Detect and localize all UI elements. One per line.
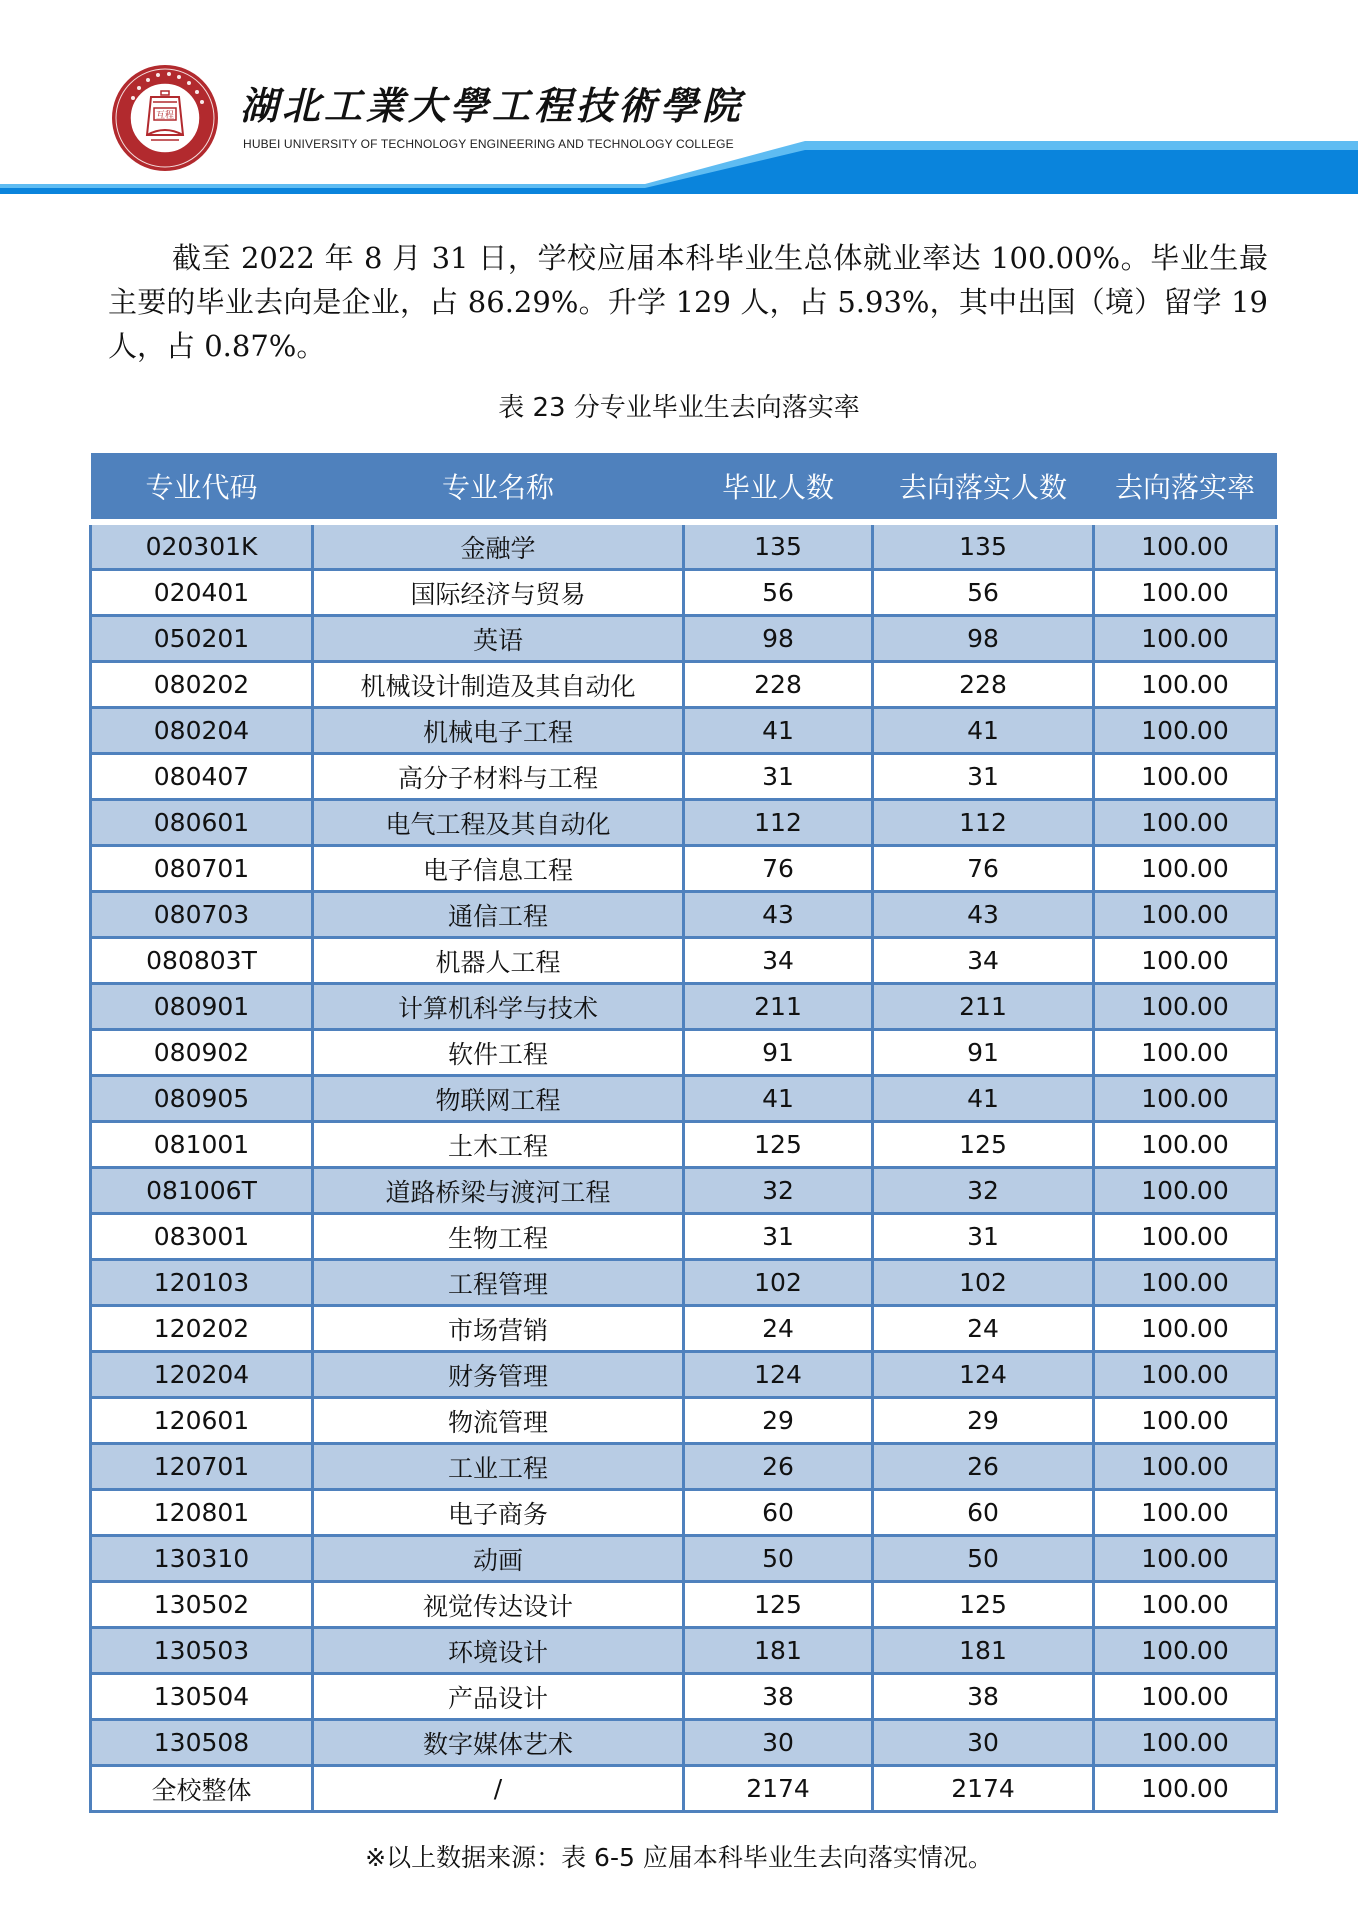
table-row [91,1076,1277,1122]
cell-rate: 100.00 [1094,616,1277,662]
cell-code: 080902 [91,1030,313,1076]
cell-code: 081001 [91,1122,313,1168]
cell-placed: 41 [873,708,1094,754]
cell-code: 080901 [91,984,313,1030]
cell-placed: 41 [873,1076,1094,1122]
table-row [91,616,1277,662]
cell-placed: 76 [873,846,1094,892]
table-total-row [91,1766,1277,1812]
cell-code: 020401 [91,570,313,616]
cell-graduates: 102 [684,1260,873,1306]
cell-rate: 100.00 [1094,1674,1277,1720]
table-row [91,570,1277,616]
table-row [91,754,1277,800]
cell-rate: 100.00 [1094,570,1277,616]
cell-graduates: 125 [684,1582,873,1628]
cell-rate: 100.00 [1094,1352,1277,1398]
cell-graduates: 56 [684,570,873,616]
cell-graduates: 31 [684,1214,873,1260]
cell-graduates: 31 [684,754,873,800]
cell-name: 电子信息工程 [313,846,684,892]
cell-code: 130504 [91,1674,313,1720]
cell-total-placed: 2174 [873,1766,1094,1812]
cell-placed: 30 [873,1720,1094,1766]
cell-code: 080204 [91,708,313,754]
school-name-chinese: 湖北工業大學工程技術學院 [240,83,745,128]
cell-rate: 100.00 [1094,892,1277,938]
table-row [91,892,1277,938]
cell-placed: 31 [873,1214,1094,1260]
cell-placed: 29 [873,1398,1094,1444]
cell-code: 080701 [91,846,313,892]
cell-rate: 100.00 [1094,1720,1277,1766]
cell-placed: 38 [873,1674,1094,1720]
cell-placed: 31 [873,754,1094,800]
cell-placed: 228 [873,662,1094,708]
cell-name: 数字媒体艺术 [313,1720,684,1766]
table-row [91,1260,1277,1306]
table-row [91,1168,1277,1214]
cell-name: 工程管理 [313,1260,684,1306]
table-row [91,1306,1277,1352]
cell-code: 130508 [91,1720,313,1766]
cell-rate: 100.00 [1094,1030,1277,1076]
cell-graduates: 38 [684,1674,873,1720]
cell-name: 环境设计 [313,1628,684,1674]
cell-rate: 100.00 [1094,1260,1277,1306]
cell-rate: 100.00 [1094,800,1277,846]
school-seal-icon [111,64,219,172]
cell-graduates: 34 [684,938,873,984]
cell-placed: 34 [873,938,1094,984]
cell-placed: 24 [873,1306,1094,1352]
table-row [91,1122,1277,1168]
cell-total-label: 全校整体 [91,1766,313,1812]
cell-total-name: / [313,1766,684,1812]
cell-code: 120204 [91,1352,313,1398]
cell-name: 产品设计 [313,1674,684,1720]
cell-graduates: 41 [684,708,873,754]
column-header-placement-rate: 去向落实率 [1094,453,1277,522]
cell-placed: 181 [873,1628,1094,1674]
cell-graduates: 135 [684,522,873,570]
cell-graduates: 181 [684,1628,873,1674]
cell-code: 080905 [91,1076,313,1122]
cell-name: 土木工程 [313,1122,684,1168]
cell-code: 130503 [91,1628,313,1674]
cell-name: 视觉传达设计 [313,1582,684,1628]
cell-name: 物联网工程 [313,1076,684,1122]
placement-rate-table [89,453,1278,1813]
cell-rate: 100.00 [1094,1490,1277,1536]
cell-graduates: 98 [684,616,873,662]
cell-name: 道路桥梁与渡河工程 [313,1168,684,1214]
table-row [91,708,1277,754]
table-header-row [91,453,1277,522]
cell-graduates: 228 [684,662,873,708]
cell-name: 通信工程 [313,892,684,938]
cell-name: 计算机科学与技术 [313,984,684,1030]
cell-name: 金融学 [313,522,684,570]
table-row [91,1490,1277,1536]
table-row [91,1536,1277,1582]
cell-name: 机械电子工程 [313,708,684,754]
cell-placed: 43 [873,892,1094,938]
cell-code: 120601 [91,1398,313,1444]
cell-placed: 124 [873,1352,1094,1398]
cell-name: 英语 [313,616,684,662]
cell-code: 080703 [91,892,313,938]
table-row [91,1030,1277,1076]
cell-code: 080202 [91,662,313,708]
cell-name: 工业工程 [313,1444,684,1490]
cell-graduates: 30 [684,1720,873,1766]
cell-graduates: 125 [684,1122,873,1168]
cell-rate: 100.00 [1094,1168,1277,1214]
table-row [91,1720,1277,1766]
cell-graduates: 76 [684,846,873,892]
placement-rate-table-container [89,453,1275,1813]
cell-graduates: 91 [684,1030,873,1076]
cell-name: 机器人工程 [313,938,684,984]
svg-text:互程: 互程 [155,111,175,121]
cell-rate: 100.00 [1094,1444,1277,1490]
table-row [91,1674,1277,1720]
cell-graduates: 32 [684,1168,873,1214]
cell-code: 083001 [91,1214,313,1260]
cell-rate: 100.00 [1094,1628,1277,1674]
cell-rate: 100.00 [1094,1582,1277,1628]
cell-name: 电子商务 [313,1490,684,1536]
table-row [91,800,1277,846]
cell-rate: 100.00 [1094,1536,1277,1582]
school-seal-logo [111,64,219,172]
table-row [91,984,1277,1030]
table-row [91,1582,1277,1628]
cell-rate: 100.00 [1094,984,1277,1030]
cell-placed: 102 [873,1260,1094,1306]
cell-code: 130502 [91,1582,313,1628]
cell-code: 080601 [91,800,313,846]
cell-placed: 125 [873,1122,1094,1168]
table-row [91,1352,1277,1398]
column-header-graduates: 毕业人数 [684,453,873,522]
table-row [91,662,1277,708]
cell-placed: 50 [873,1536,1094,1582]
cell-code: 120202 [91,1306,313,1352]
cell-name: 机械设计制造及其自动化 [313,662,684,708]
cell-total-rate: 100.00 [1094,1766,1277,1812]
cell-name: 国际经济与贸易 [313,570,684,616]
cell-code: 050201 [91,616,313,662]
cell-placed: 112 [873,800,1094,846]
cell-placed: 98 [873,616,1094,662]
cell-rate: 100.00 [1094,708,1277,754]
cell-graduates: 112 [684,800,873,846]
cell-code: 120701 [91,1444,313,1490]
cell-code: 081006T [91,1168,313,1214]
cell-placed: 91 [873,1030,1094,1076]
cell-code: 080407 [91,754,313,800]
cell-total-graduates: 2174 [684,1766,873,1812]
table-row [91,1214,1277,1260]
cell-rate: 100.00 [1094,1398,1277,1444]
cell-code: 120103 [91,1260,313,1306]
cell-placed: 135 [873,522,1094,570]
table-row [91,1398,1277,1444]
cell-graduates: 43 [684,892,873,938]
table-row [91,522,1277,570]
cell-placed: 32 [873,1168,1094,1214]
cell-name: 市场营销 [313,1306,684,1352]
cell-graduates: 24 [684,1306,873,1352]
cell-rate: 100.00 [1094,1214,1277,1260]
cell-name: 动画 [313,1536,684,1582]
cell-rate: 100.00 [1094,938,1277,984]
cell-name: 高分子材料与工程 [313,754,684,800]
cell-code: 080803T [91,938,313,984]
table-row [91,846,1277,892]
cell-code: 020301K [91,522,313,570]
cell-name: 软件工程 [313,1030,684,1076]
table-caption: 表 23 分专业毕业生去向落实率 [498,393,860,423]
cell-rate: 100.00 [1094,846,1277,892]
page-header-banner [0,0,1358,200]
cell-name: 生物工程 [313,1214,684,1260]
cell-name: 电气工程及其自动化 [313,800,684,846]
cell-rate: 100.00 [1094,1122,1277,1168]
cell-rate: 100.00 [1094,522,1277,570]
table-row [91,1444,1277,1490]
cell-name: 财务管理 [313,1352,684,1398]
column-header-major-code: 专业代码 [91,453,313,522]
cell-placed: 26 [873,1444,1094,1490]
cell-graduates: 29 [684,1398,873,1444]
cell-rate: 100.00 [1094,1076,1277,1122]
column-header-major-name: 专业名称 [313,453,684,522]
cell-code: 130310 [91,1536,313,1582]
cell-rate: 100.00 [1094,754,1277,800]
table-row [91,938,1277,984]
table-body [91,522,1277,1812]
cell-graduates: 124 [684,1352,873,1398]
cell-placed: 125 [873,1582,1094,1628]
data-source-footnote: ※以上数据来源：表 6-5 应届本科毕业生去向落实情况。 [365,1843,993,1872]
cell-graduates: 211 [684,984,873,1030]
column-header-placed: 去向落实人数 [873,453,1094,522]
cell-placed: 211 [873,984,1094,1030]
cell-rate: 100.00 [1094,1306,1277,1352]
cell-rate: 100.00 [1094,662,1277,708]
cell-placed: 60 [873,1490,1094,1536]
table-row [91,1628,1277,1674]
cell-graduates: 50 [684,1536,873,1582]
cell-graduates: 26 [684,1444,873,1490]
cell-name: 物流管理 [313,1398,684,1444]
school-name-english: HUBEI UNIVERSITY OF TECHNOLOGY ENGINEERING AND TECHNOLOGY COLLEGE [243,137,734,151]
cell-graduates: 41 [684,1076,873,1122]
cell-graduates: 60 [684,1490,873,1536]
employment-summary-paragraph: 截至 2022 年 8 月 31 日，学校应届本科毕业生总体就业率达 100.00%。毕业生最主要的毕业去向是企业，占 86.29%。升学 129 人，占 5.93%，其中出国（境）留学 19 人，占 0.87%。 [108,241,1268,363]
cell-placed: 56 [873,570,1094,616]
cell-code: 120801 [91,1490,313,1536]
